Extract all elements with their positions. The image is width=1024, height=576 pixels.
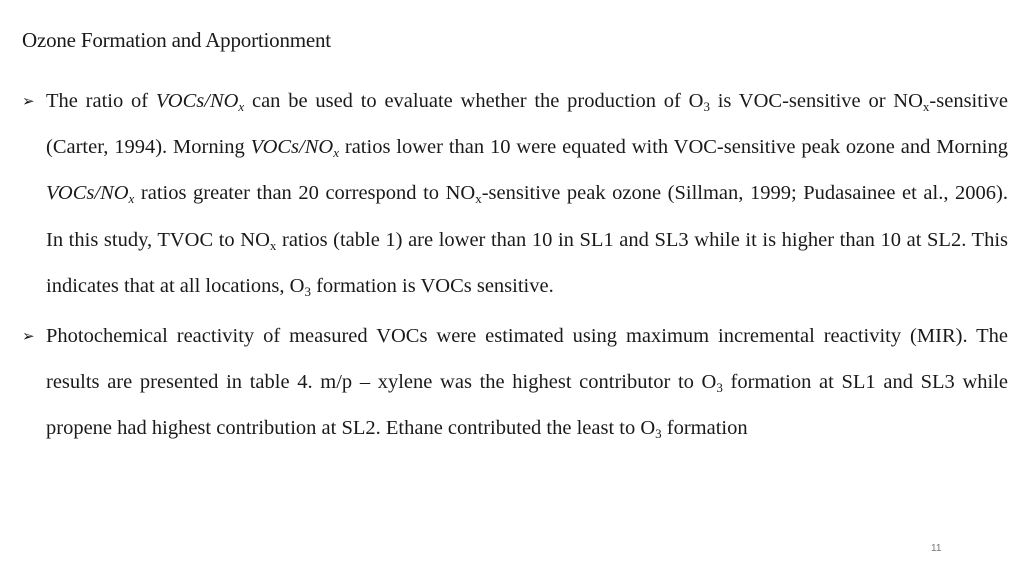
arrow-bullet-icon: ➢ — [22, 327, 35, 346]
arrow-bullet-icon: ➢ — [22, 92, 35, 110]
bullet-reactivity — [22, 313, 1008, 452]
subscript: 3 — [655, 426, 662, 442]
subscript: x — [238, 99, 245, 114]
text-run: -sensitive peak ozone (Sillman, 1999; Pudasainee et al., 2006). In this study, TVOC to NO — [46, 182, 1008, 251]
subscript: x — [333, 145, 339, 161]
text-run: can be used to evaluate whether the production of O — [244, 90, 704, 112]
text-run: -sensitive (Carter, 1994). Morning — [46, 90, 1008, 159]
text-run: ratios lower than 10 were equated with VOC-sensitive peak ozone and Morning — [339, 136, 1008, 159]
text-run: ratios (table 1) are lower than 10 in SL1 and SL3 while it is higher than 10 at SL2. This indicates that at all locations, O — [46, 228, 1008, 297]
subscript: x — [128, 191, 135, 207]
text-run: formation — [661, 417, 748, 440]
bullet-list — [22, 78, 1008, 456]
ratio-term: VOCs/$NO_x$ — [155, 90, 245, 114]
slide-title: Ozone Formation and Apportionment — [22, 28, 331, 52]
subscript: x — [922, 99, 930, 114]
bullet-nox-ratio — [22, 78, 1008, 309]
subscript: 3 — [716, 380, 723, 396]
ratio-term: VOCs/$NO_x$ — [46, 182, 135, 207]
page-number: 11 — [931, 543, 942, 554]
text-run: formation is VOCs sensitive. — [310, 274, 554, 297]
subscript: 3 — [703, 99, 710, 114]
subscript: x — [269, 237, 277, 253]
ratio-term: VOCs/$NO_x$ — [250, 136, 339, 161]
text-run: The ratio of — [46, 90, 156, 112]
text-run: formation at SL1 and SL3 while propene had highest contribution at SL2. Ethane contributed the least to O — [46, 371, 1009, 440]
text-run: is VOC-sensitive or NO — [709, 90, 923, 112]
text-run: Photochemical reactivity of measured VOCs were estimated using maximum incremental reactivity (MIR). The results are presented in table 4. m/p – xylene was the highest contributor to O — [46, 325, 1008, 394]
text-run: ratios greater than 20 correspond to NO — [134, 182, 476, 205]
subscript: x — [475, 191, 482, 207]
subscript: 3 — [304, 283, 311, 299]
